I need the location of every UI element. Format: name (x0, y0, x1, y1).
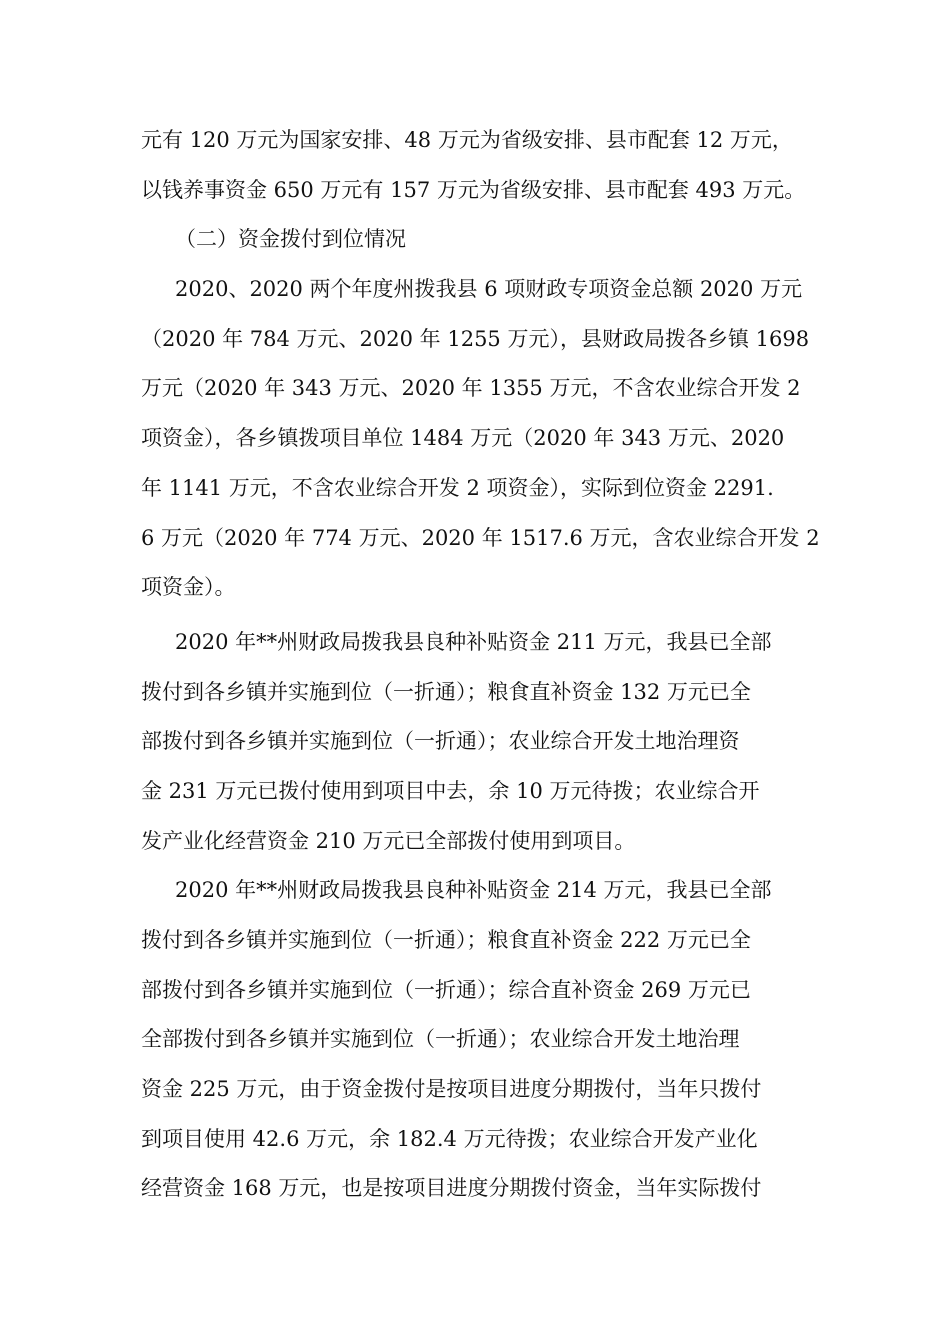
text-line: 项资金）。 (141, 575, 236, 600)
text-line: 部拨付到各乡镇并实施到位（一折通）；综合直补资金 269 万元已 (141, 977, 751, 1002)
text-line: 资金 225 万元，由于资金拨付是按项目进度分期拨付，当年只拨付 (141, 1077, 762, 1102)
text-line: 以钱养事资金 650 万元有 157 万元为省级安排、县市配套 493 万元。 (141, 177, 806, 202)
text-line: 6 万元（2020 年 774 万元、2020 年 1517.6 万元，含农业综合开发 2 (141, 525, 820, 550)
text-line: 金 231 万元已拨付使用到项目中去，余 10 万元待拨；农业综合开 (141, 778, 760, 803)
text-line: 万元（2020 年 343 万元、2020 年 1355 万元，不含农业综合开发 2 (141, 376, 801, 401)
text-line: 到项目使用 42.6 万元，余 182.4 万元待拨；农业综合开发产业化 (141, 1126, 758, 1151)
text-line: 年 1141 万元，不含农业综合开发 2 项资金），实际到位资金 2291. (141, 475, 774, 500)
text-line: 元有 120 万元为国家安排、48 万元为省级安排、县市配套 12 万元， (141, 128, 793, 152)
text-line: 2020 年**州财政局拨我县良种补贴资金 214 万元，我县已全部 (175, 878, 772, 903)
document-body (141, 116, 831, 1214)
text-line: 拨付到各乡镇并实施到位（一折通）；粮食直补资金 222 万元已全 (141, 928, 751, 952)
text-line: 拨付到各乡镇并实施到位（一折通）；粮食直补资金 132 万元已全 (141, 679, 751, 704)
section-heading: （二）资金拨付到位情况 (175, 227, 406, 252)
text-line: 全部拨付到各乡镇并实施到位（一折通）；农业综合开发土地治理 (141, 1027, 740, 1052)
text-line: （2020 年 784 万元、2020 年 1255 万元），县财政局拨各乡镇 1698 (141, 326, 810, 351)
text-line: 经营资金 168 万元，也是按项目进度分期拨付资金，当年实际拨付 (141, 1176, 762, 1201)
text-line: 发产业化经营资金 210 万元已全部拨付使用到项目。 (141, 828, 636, 853)
text-line: 部拨付到各乡镇并实施到位（一折通）；农业综合开发土地治理资 (141, 729, 740, 754)
text-line: 2020 年**州财政局拨我县良种补贴资金 211 万元，我县已全部 (175, 629, 772, 654)
text-line: 项资金），各乡镇拨项目单位 1484 万元（2020 年 343 万元、2020 (141, 426, 785, 451)
text-line: 2020、2020 两个年度州拨我县 6 项财政专项资金总额 2020 万元 (175, 277, 803, 302)
